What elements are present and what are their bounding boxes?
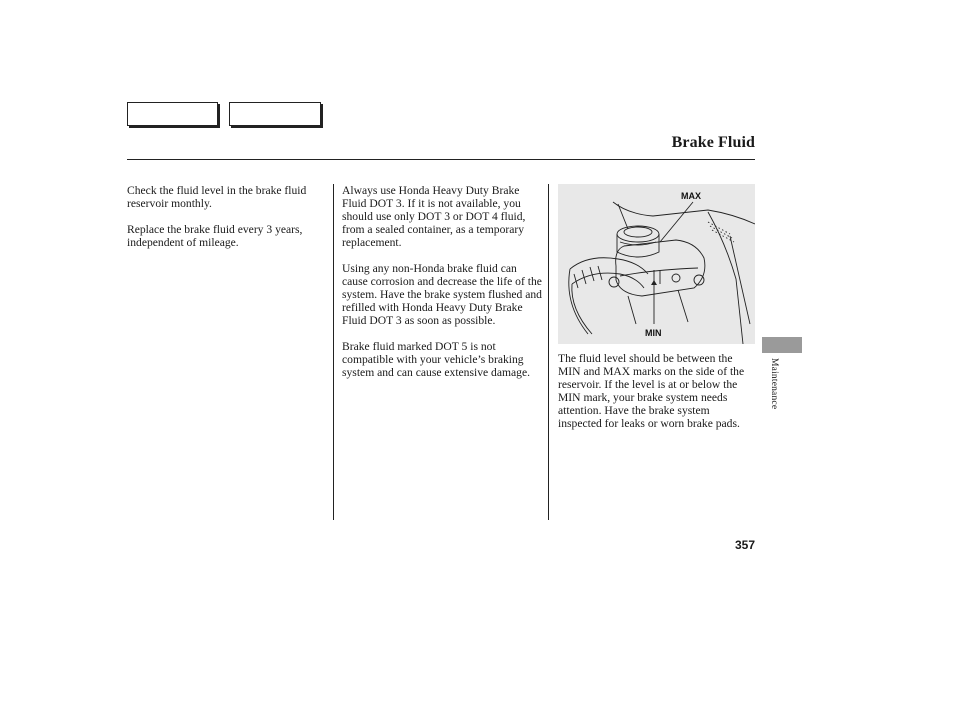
paragraph: Always use Honda Heavy Duty Brake Fluid DOT 3. If it is not available, you should use only DOT 3 or DOT 4 fluid, from a sealed container, as a temporary replacement. [342,184,526,249]
column-divider [548,184,549,520]
page-title: Brake Fluid [671,134,755,151]
text-column-1 [127,184,329,262]
column-divider [333,184,334,520]
section-tab-label: Maintenance [769,358,779,410]
paragraph: Using any non-Honda brake fluid can cause corrosion and decrease the life of the system. Have the brake system flushed and refilled with Honda Heavy Duty Brake Fluid DOT 3 as soon as possible. [342,262,542,327]
paragraph: The fluid level should be between the MIN and MAX marks on the side of the reservoir. If the level is at or below the MIN mark, your brake system needs attention. Have the brake system inspected for leaks or worn brake pads. [558,352,745,430]
brake-fluid-reservoir-illustration [558,184,755,344]
nav-button-2[interactable] [229,102,321,126]
text-column-2 [342,184,542,392]
reservoir-drawing [558,184,755,344]
text-column-3 [558,352,756,443]
paragraph: Replace the brake fluid every 3 years, independent of mileage. [127,223,303,249]
min-callout: MIN [645,328,662,338]
paragraph: Check the fluid level in the brake fluid reservoir monthly. [127,184,307,210]
paragraph: Brake fluid marked DOT 5 is not compatible with your vehicle’s braking system and can cause extensive damage. [342,340,531,379]
section-tab[interactable] [762,337,802,353]
nav-button-1[interactable] [127,102,218,126]
page-number: 357 [734,538,755,552]
max-callout: MAX [681,191,701,201]
title-divider [127,159,755,160]
